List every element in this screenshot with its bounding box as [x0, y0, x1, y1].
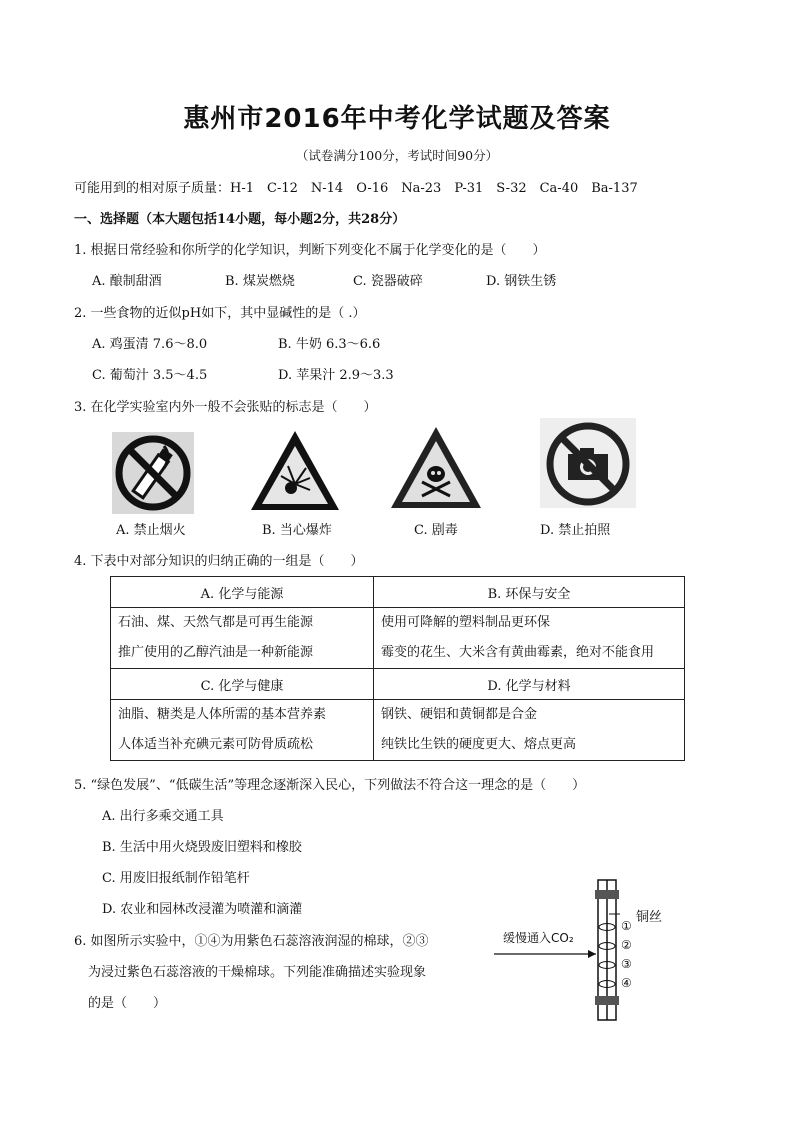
table-line: 推广使用的乙醇汽油是一种新能源: [118, 645, 314, 660]
table-cell-b: [374, 608, 685, 669]
table-cell-a: [111, 608, 374, 669]
q2-option-b: B. 牛奶 6.3～6.6: [278, 337, 381, 352]
table-line: 油脂、糖类是人体所需的基本营养素: [118, 707, 327, 722]
table-head-d: D. 化学与材料: [374, 669, 685, 700]
q5-option-a: A. 出行多乘交通工具: [102, 809, 224, 824]
question-2-stem: 2. 一些食物的近似pH如下，其中显碱性的是（ .）: [74, 306, 366, 321]
q2-option-a: A. 鸡蛋清 7.6～8.0: [92, 337, 208, 352]
q1-option-b: B. 煤炭燃烧: [225, 274, 295, 289]
q5-option-c: C. 用废旧报纸制作铅笔杆: [102, 871, 250, 886]
question-6-stem-2: 为浸过紫色石蕊溶液的干燥棉球。下列能准确描述实验现象: [88, 965, 427, 980]
q2-option-d: D. 苹果汁 2.9～3.3: [278, 368, 394, 383]
exam-info: （试卷满分100分，考试时间90分）: [295, 148, 499, 163]
ball-label-3: ③: [621, 957, 632, 971]
q5-option-b: B. 生活中用火烧毁废旧塑料和橡胶: [102, 840, 302, 855]
experiment-diagram: [494, 876, 694, 1026]
copper-wire-label: 铜丝: [636, 910, 663, 925]
table-line: 使用可降解的塑料制品更环保: [381, 615, 551, 630]
q3-option-c: C. 剧毒: [414, 523, 458, 538]
q5-option-d: D. 农业和园林改浸灌为喷灌和滴灌: [102, 902, 303, 917]
q3-option-b: B. 当心爆炸: [262, 523, 332, 538]
atomic-masses: 可能用到的相对原子质量：H-1 C-12 N-14 O-16 Na-23 P-31 S-32 Ca-40 Ba-137: [74, 181, 638, 196]
no-camera-icon: [540, 418, 636, 508]
ball-label-4: ④: [621, 976, 632, 990]
table-line: 霉变的花生、大米含有黄曲霉素，绝对不能食用: [381, 645, 655, 660]
q1-option-c: C. 瓷器破碎: [353, 274, 423, 289]
question-4-stem: 4. 下表中对部分知识的归纳正确的一组是（ ）: [74, 554, 364, 569]
ball-label-2: ②: [621, 938, 632, 952]
question-5-stem: 5. “绿色发展”、“低碳生活”等理念逐渐深入民心，下列做法不符合这一理念的是（ ）: [74, 778, 586, 793]
table-head-a: A. 化学与能源: [111, 577, 374, 608]
explosive-warning-icon: [248, 428, 342, 514]
table-line: 人体适当补充碘元素可防骨质疏松: [118, 737, 314, 752]
question-1-stem: 1. 根据日常经验和你所学的化学知识，判断下列变化不属于化学变化的是（ ）: [74, 243, 546, 258]
section-heading: 一、选择题（本大题包括14小题，每小题2分，共28分）: [74, 212, 406, 227]
table-line: 纯铁比生铁的硬度更大、熔点更高: [381, 737, 577, 752]
table-line: 石油、煤、天然气都是可再生能源: [118, 615, 314, 630]
ball-label-1: ①: [621, 919, 632, 933]
question-3-stem: 3. 在化学实验室内外一般不会张贴的标志是（ ）: [74, 400, 377, 415]
q1-option-d: D. 钢铁生锈: [486, 274, 557, 289]
q3-option-a: A. 禁止烟火: [116, 523, 186, 538]
co2-inlet-label: 缓慢通入CO₂: [503, 931, 574, 945]
page-title: 惠州市2016年中考化学试题及答案: [183, 104, 611, 134]
question-6-stem-3: 的是（ ）: [88, 996, 167, 1011]
knowledge-table: [110, 576, 685, 761]
q3-option-d: D. 禁止拍照: [540, 523, 611, 538]
table-head-b: B. 环保与安全: [374, 577, 685, 608]
q2-option-c: C. 葡萄汁 3.5～4.5: [92, 368, 208, 383]
q1-option-a: A. 酿制甜酒: [92, 274, 162, 289]
question-6-stem-1: 6. 如图所示实验中，①④为用紫色石蕊溶液润湿的棉球，②③: [74, 934, 429, 949]
table-cell-c: [111, 700, 374, 761]
table-head-c: C. 化学与健康: [111, 669, 374, 700]
toxic-warning-icon: [388, 424, 484, 512]
no-smoking-icon: [112, 432, 194, 514]
table-line: 钢铁、硬铝和黄铜都是合金: [381, 707, 538, 722]
table-cell-d: [374, 700, 685, 761]
